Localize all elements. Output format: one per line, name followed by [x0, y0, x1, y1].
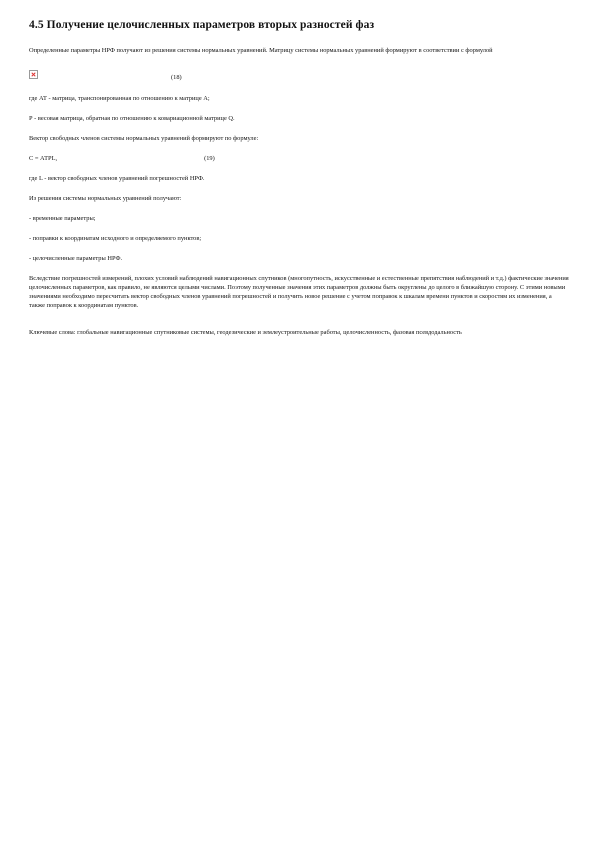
paragraph-keywords: Ключевые слова: глобальные навигационные спутниковые системы, геодезические и землеустроительные работы, целочисленность, фазовая псевдодальность [29, 329, 462, 336]
paragraph-at: где АТ - матрица, транспонированная по отношению к матрице А; [29, 95, 210, 102]
paragraph-l: где L - вектор свободных членов уравнений погрешностей НРФ. [29, 175, 205, 182]
formula-18-row [29, 66, 569, 82]
formula-19-row [29, 154, 569, 163]
paragraph-errors: Вследствие погрешностей измерений, плохих условий наблюдений навигационных спутников (многопутность, искусственные и естественные препятствия наблюдений и т.д.) фактические значения целочисленных параметров, как правило, не являются целыми числами. Поэтому полученные значения этих параметров должны быть округлены до целого в ближайшую сторону. С этими новыми значениями необходимо пересчитать вектор свободных членов уравнений погрешностей и получить новое решение с учетом поправок к шкалам времени пунктов и скоростям их изменения, а также поправок к координатам пунктов. [29, 275, 569, 309]
section-heading: 4.5 Получение целочисленных параметров вторых разностей фаз [29, 19, 375, 31]
formula-19: С = АТРL, [29, 155, 58, 162]
paragraph-vector: Вектор свободных членов системы нормальных уравнений формируют по формуле: [29, 135, 259, 142]
paragraph-intro: Определенные параметры НРФ получают из решения системы нормальных уравнений. Матрицу системы нормальных уравнений формируют в соответствии с формулой [29, 47, 493, 54]
document-page [29, 18, 569, 348]
paragraph-solution: Из решения системы нормальных уравнений получают: [29, 195, 182, 202]
list-item: - временные параметры; [29, 215, 96, 222]
formula-19-number: (19) [204, 155, 215, 162]
list-item: - целочисленные параметры НРФ. [29, 255, 123, 262]
paragraph-p: Р - весовая матрица, обратная по отношению к ковариационной матрице Q. [29, 115, 235, 122]
list-item: - поправки к координатам исходного и определяемого пунктов; [29, 235, 202, 242]
formula-18-number: (18) [171, 73, 182, 81]
broken-image-icon [29, 70, 38, 79]
